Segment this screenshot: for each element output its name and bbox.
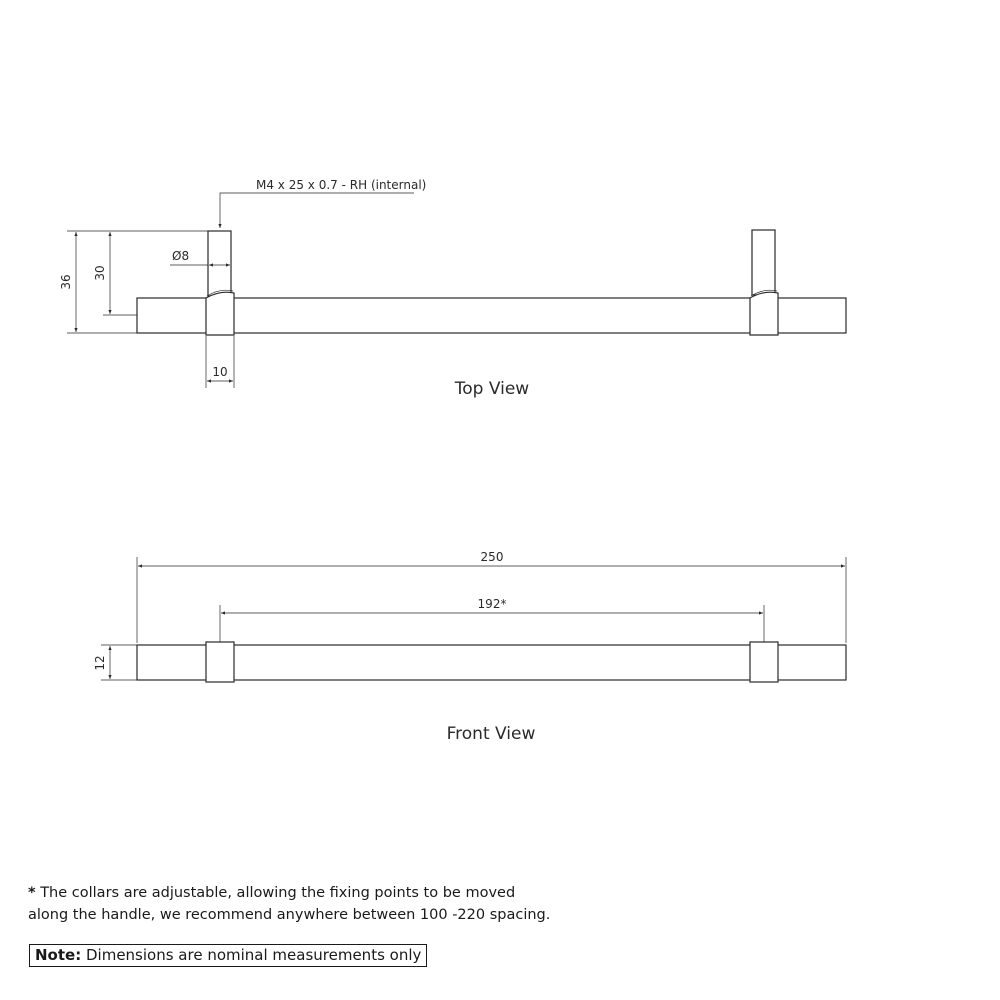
left-collar-front [206,642,234,682]
right-post [752,230,775,295]
footnote-star: * [28,885,36,901]
dimension-250-label: 250 [480,550,504,564]
footnote-line-2: along the handle, we recommend anywhere between 100 -220 spacing. [28,907,551,923]
dimension-36-label: 36 [59,274,73,290]
dimension-30-label: 30 [93,265,107,281]
note-text: Dimensions are nominal measurements only [85,946,422,964]
top-view-caption: Top View [454,379,530,399]
left-collar-top [206,292,234,335]
top-view [59,178,846,399]
thread-label: M4 x 25 x 0.7 - RH (internal) [256,178,427,192]
right-collar-top [750,292,778,335]
note-box [29,944,427,967]
dimension-10-label: 10 [212,365,228,379]
left-post [208,231,231,296]
note-label: Note: [35,946,82,964]
front-view-bar [137,645,846,680]
footnote [28,882,628,926]
footnote-line-1: * The collars are adjustable, allowing the fixing points to be moved [28,885,516,901]
dimension-12-label: 12 [93,655,107,671]
front-view-caption: Front View [446,724,536,744]
thread-leader [220,193,414,228]
diameter-label: Ø8 [172,249,190,263]
top-view-bar [137,298,846,333]
right-collar-front [750,642,778,682]
front-view [93,550,846,744]
dimension-192-label: 192* [477,597,507,611]
